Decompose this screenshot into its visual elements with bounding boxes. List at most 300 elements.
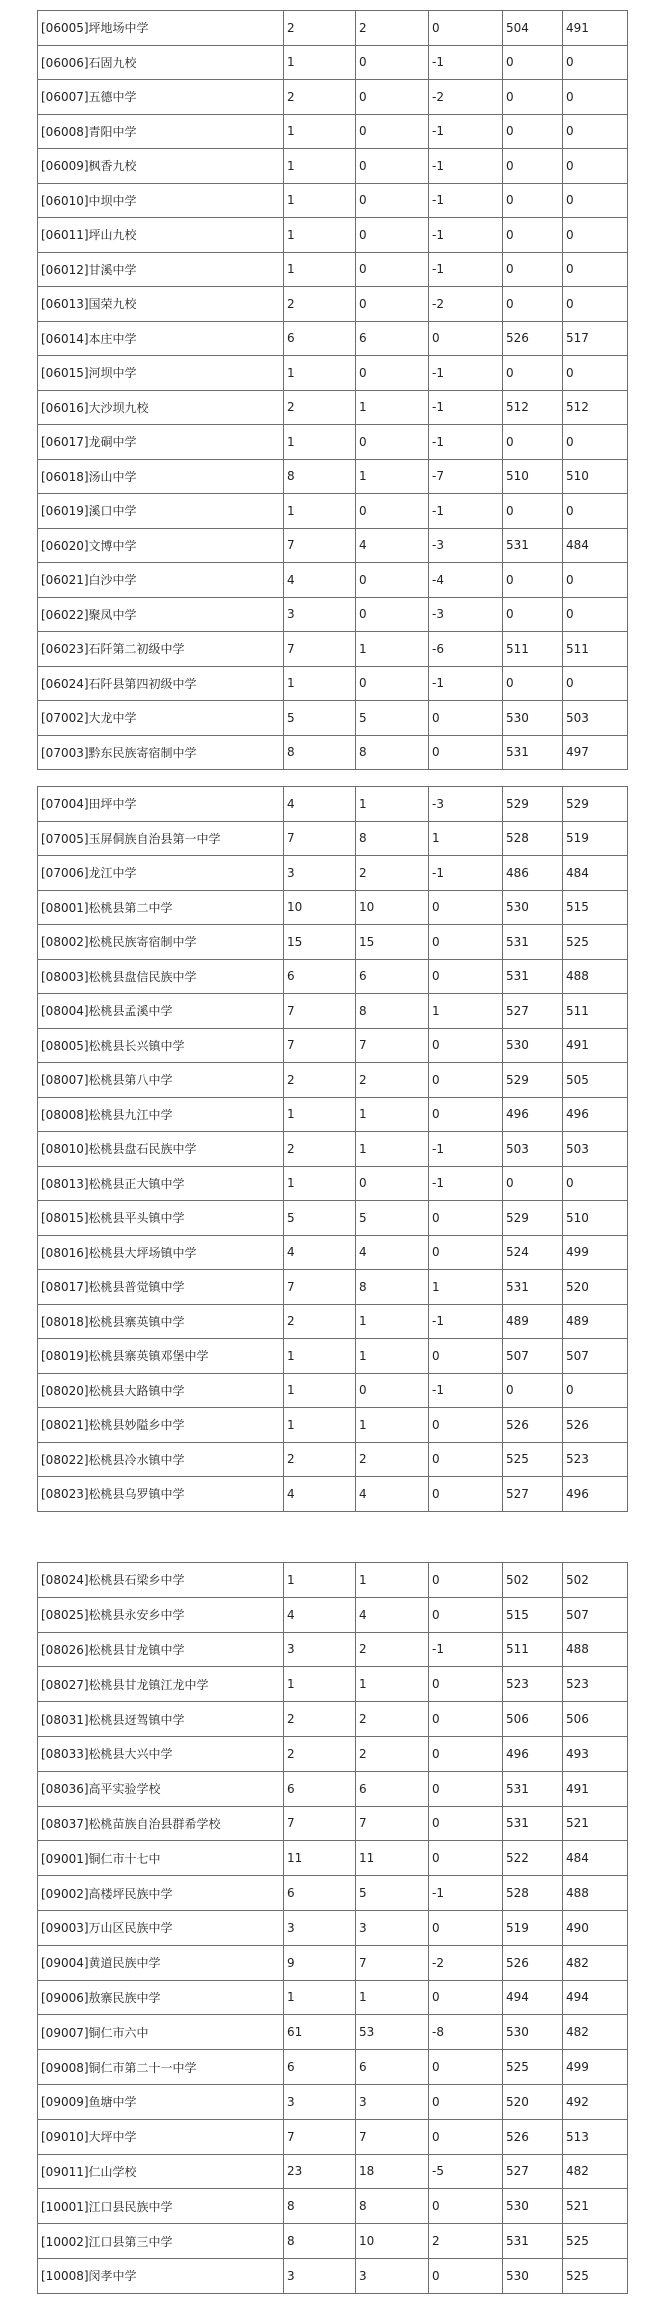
- value-cell: 490: [563, 1910, 628, 1945]
- value-cell: 524: [503, 1235, 563, 1270]
- value-cell: 0: [503, 218, 563, 253]
- value-cell: -1: [429, 1632, 503, 1667]
- value-cell: -1: [429, 1132, 503, 1167]
- value-cell: -1: [429, 218, 503, 253]
- value-cell: 0: [429, 890, 503, 925]
- value-cell: 1: [356, 1667, 429, 1702]
- value-cell: 0: [429, 925, 503, 960]
- value-cell: 1: [284, 1097, 356, 1132]
- value-cell: 10: [356, 890, 429, 925]
- value-cell: 0: [429, 1910, 503, 1945]
- value-cell: -1: [429, 494, 503, 529]
- value-cell: 1: [356, 1339, 429, 1374]
- value-cell: 1: [284, 1667, 356, 1702]
- value-cell: 0: [429, 1477, 503, 1512]
- value-cell: 0: [429, 2084, 503, 2119]
- value-cell: 0: [356, 287, 429, 322]
- table-row: [38, 494, 628, 529]
- value-cell: 525: [563, 925, 628, 960]
- value-cell: 531: [503, 528, 563, 563]
- value-cell: 531: [503, 1270, 563, 1305]
- school-name-cell: [06022]聚凤中学: [38, 597, 284, 632]
- value-cell: 2: [284, 80, 356, 115]
- value-cell: 0: [503, 183, 563, 218]
- value-cell: 5: [356, 1876, 429, 1911]
- value-cell: 1: [429, 821, 503, 856]
- value-cell: 502: [503, 1563, 563, 1598]
- school-name-cell: [08016]松桃县大坪场镇中学: [38, 1235, 284, 1270]
- value-cell: 53: [356, 2015, 429, 2050]
- school-name-cell: [06008]青阳中学: [38, 114, 284, 149]
- school-name-cell: [07005]玉屏侗族自治县第一中学: [38, 821, 284, 856]
- value-cell: 0: [429, 2050, 503, 2085]
- value-cell: 0: [563, 80, 628, 115]
- school-name-cell: [08036]高平实验学校: [38, 1771, 284, 1806]
- value-cell: 507: [503, 1339, 563, 1374]
- value-cell: 496: [563, 1097, 628, 1132]
- value-cell: 6: [284, 321, 356, 356]
- value-cell: 1: [356, 1097, 429, 1132]
- value-cell: -5: [429, 2154, 503, 2189]
- value-cell: 515: [563, 890, 628, 925]
- value-cell: 1: [356, 1408, 429, 1443]
- value-cell: 529: [503, 1201, 563, 1236]
- value-cell: 0: [503, 563, 563, 598]
- value-cell: 0: [356, 80, 429, 115]
- value-cell: 503: [563, 1132, 628, 1167]
- value-cell: 6: [284, 2050, 356, 2085]
- value-cell: 489: [563, 1304, 628, 1339]
- value-cell: -2: [429, 1945, 503, 1980]
- value-cell: 484: [563, 1841, 628, 1876]
- value-cell: 0: [503, 45, 563, 80]
- value-cell: 11: [284, 1841, 356, 1876]
- value-cell: -1: [429, 856, 503, 891]
- value-cell: 7: [284, 994, 356, 1029]
- table-row: [38, 321, 628, 356]
- school-name-cell: [08031]松桃县迓驾镇中学: [38, 1702, 284, 1737]
- table-row: [38, 1408, 628, 1443]
- table-row: [38, 2224, 628, 2259]
- value-cell: -4: [429, 563, 503, 598]
- value-cell: 1: [429, 1270, 503, 1305]
- value-cell: 2: [284, 1442, 356, 1477]
- value-cell: 486: [503, 856, 563, 891]
- value-cell: 8: [356, 2189, 429, 2224]
- value-cell: 493: [563, 1736, 628, 1771]
- table-row: [38, 1339, 628, 1374]
- table-row: [38, 1373, 628, 1408]
- school-name-cell: [08019]松桃县寨英镇邓堡中学: [38, 1339, 284, 1374]
- value-cell: 510: [563, 459, 628, 494]
- value-cell: 0: [356, 1373, 429, 1408]
- value-cell: 531: [503, 1771, 563, 1806]
- value-cell: 8: [356, 994, 429, 1029]
- value-cell: 530: [503, 2015, 563, 2050]
- value-cell: 0: [429, 1097, 503, 1132]
- value-cell: 0: [503, 356, 563, 391]
- value-cell: 517: [563, 321, 628, 356]
- value-cell: 1: [284, 252, 356, 287]
- value-cell: 4: [284, 1597, 356, 1632]
- value-cell: 0: [429, 2119, 503, 2154]
- value-cell: -8: [429, 2015, 503, 2050]
- table-row: [38, 252, 628, 287]
- table-row: [38, 1235, 628, 1270]
- value-cell: 7: [284, 821, 356, 856]
- value-cell: 507: [563, 1339, 628, 1374]
- value-cell: -2: [429, 80, 503, 115]
- value-cell: 0: [429, 701, 503, 736]
- value-cell: 6: [356, 2050, 429, 2085]
- table-row: [38, 459, 628, 494]
- value-cell: 0: [503, 1166, 563, 1201]
- value-cell: 15: [284, 925, 356, 960]
- value-cell: -1: [429, 114, 503, 149]
- value-cell: 491: [563, 1028, 628, 1063]
- school-name-cell: [07003]黔东民族寄宿制中学: [38, 735, 284, 770]
- value-cell: 8: [284, 459, 356, 494]
- value-cell: 61: [284, 2015, 356, 2050]
- table-row: [38, 11, 628, 46]
- value-cell: 7: [284, 1028, 356, 1063]
- value-cell: 3: [356, 1910, 429, 1945]
- value-cell: 526: [503, 1408, 563, 1443]
- value-cell: 512: [503, 390, 563, 425]
- value-cell: 1: [284, 1339, 356, 1374]
- value-cell: 5: [356, 701, 429, 736]
- value-cell: 496: [503, 1097, 563, 1132]
- value-cell: 4: [284, 563, 356, 598]
- school-name-cell: [08015]松桃县平头镇中学: [38, 1201, 284, 1236]
- value-cell: -1: [429, 390, 503, 425]
- value-cell: 488: [563, 1876, 628, 1911]
- value-cell: -1: [429, 45, 503, 80]
- value-cell: 0: [563, 45, 628, 80]
- value-cell: 0: [563, 252, 628, 287]
- value-cell: 0: [503, 149, 563, 184]
- school-name-cell: [06005]坪地场中学: [38, 11, 284, 46]
- value-cell: 0: [563, 1373, 628, 1408]
- value-cell: 5: [284, 1201, 356, 1236]
- value-cell: -1: [429, 1373, 503, 1408]
- value-cell: 482: [563, 2154, 628, 2189]
- school-name-cell: [07006]龙江中学: [38, 856, 284, 891]
- school-name-cell: [08018]松桃县寨英镇中学: [38, 1304, 284, 1339]
- value-cell: 6: [356, 1771, 429, 1806]
- table-row: [38, 80, 628, 115]
- table-row: [38, 1477, 628, 1512]
- value-cell: 8: [284, 2224, 356, 2259]
- value-cell: 0: [429, 1339, 503, 1374]
- value-cell: 529: [503, 787, 563, 822]
- school-name-cell: [07004]田坪中学: [38, 787, 284, 822]
- school-name-cell: [08010]松桃县盘石民族中学: [38, 1132, 284, 1167]
- table-row: [38, 1736, 628, 1771]
- value-cell: 2: [284, 1702, 356, 1737]
- table-row: [38, 1304, 628, 1339]
- table-row: [38, 666, 628, 701]
- table-row: [38, 1771, 628, 1806]
- value-cell: 3: [284, 2258, 356, 2293]
- value-cell: -7: [429, 459, 503, 494]
- value-cell: 1: [284, 183, 356, 218]
- value-cell: 484: [563, 856, 628, 891]
- value-cell: 8: [284, 2189, 356, 2224]
- value-cell: 7: [284, 528, 356, 563]
- value-cell: 0: [429, 1235, 503, 1270]
- score-table-part-3: [37, 1562, 628, 2294]
- value-cell: 0: [429, 735, 503, 770]
- value-cell: 7: [284, 1270, 356, 1305]
- table-row: [38, 2015, 628, 2050]
- value-cell: 1: [284, 1563, 356, 1598]
- school-name-cell: [06023]石阡第二初级中学: [38, 632, 284, 667]
- value-cell: 491: [563, 1771, 628, 1806]
- table-row: [38, 821, 628, 856]
- school-name-cell: [08007]松桃县第八中学: [38, 1063, 284, 1098]
- value-cell: 513: [563, 2119, 628, 2154]
- value-cell: 503: [563, 701, 628, 736]
- value-cell: 529: [563, 787, 628, 822]
- value-cell: 0: [356, 252, 429, 287]
- value-cell: 520: [563, 1270, 628, 1305]
- value-cell: 492: [563, 2084, 628, 2119]
- value-cell: 2: [356, 1702, 429, 1737]
- table-row: [38, 1270, 628, 1305]
- school-name-cell: [06007]五德中学: [38, 80, 284, 115]
- value-cell: 511: [563, 632, 628, 667]
- value-cell: 0: [429, 11, 503, 46]
- table-row: [38, 1945, 628, 1980]
- score-table-part-1: [37, 10, 628, 770]
- school-name-cell: [06021]白沙中学: [38, 563, 284, 598]
- table-row: [38, 2258, 628, 2293]
- school-name-cell: [06013]国荣九校: [38, 287, 284, 322]
- value-cell: 531: [503, 925, 563, 960]
- table-row: [38, 1028, 628, 1063]
- value-cell: 7: [356, 2119, 429, 2154]
- value-cell: 497: [563, 735, 628, 770]
- value-cell: 0: [503, 287, 563, 322]
- table-row: [38, 149, 628, 184]
- value-cell: 1: [284, 1373, 356, 1408]
- value-cell: 0: [429, 959, 503, 994]
- value-cell: 2: [356, 1632, 429, 1667]
- school-name-cell: [08004]松桃县孟溪中学: [38, 994, 284, 1029]
- table-row: [38, 959, 628, 994]
- table-row: [38, 1166, 628, 1201]
- value-cell: 506: [563, 1702, 628, 1737]
- value-cell: 0: [429, 1841, 503, 1876]
- value-cell: 0: [356, 425, 429, 460]
- value-cell: 482: [563, 2015, 628, 2050]
- value-cell: 0: [429, 1771, 503, 1806]
- school-name-cell: [09008]铜仁市第二十一中学: [38, 2050, 284, 2085]
- value-cell: 0: [503, 1373, 563, 1408]
- value-cell: 1: [284, 1980, 356, 2015]
- value-cell: 3: [284, 1632, 356, 1667]
- value-cell: 1: [284, 149, 356, 184]
- school-name-cell: [06018]汤山中学: [38, 459, 284, 494]
- value-cell: 1: [284, 494, 356, 529]
- value-cell: 510: [563, 1201, 628, 1236]
- value-cell: -1: [429, 666, 503, 701]
- school-name-cell: [09002]高楼坪民族中学: [38, 1876, 284, 1911]
- table-row: [38, 1667, 628, 1702]
- table-row: [38, 701, 628, 736]
- table-row: [38, 528, 628, 563]
- value-cell: 520: [503, 2084, 563, 2119]
- value-cell: -1: [429, 183, 503, 218]
- value-cell: 0: [356, 149, 429, 184]
- value-cell: 2: [356, 1736, 429, 1771]
- table-row: [38, 1702, 628, 1737]
- value-cell: 523: [563, 1442, 628, 1477]
- school-name-cell: [10001]江口县民族中学: [38, 2189, 284, 2224]
- value-cell: 0: [429, 1980, 503, 2015]
- value-cell: 530: [503, 2189, 563, 2224]
- value-cell: 0: [563, 183, 628, 218]
- value-cell: 496: [563, 1477, 628, 1512]
- value-cell: 0: [503, 494, 563, 529]
- value-cell: 0: [429, 1563, 503, 1598]
- value-cell: 484: [563, 528, 628, 563]
- value-cell: 0: [356, 45, 429, 80]
- value-cell: 510: [503, 459, 563, 494]
- value-cell: 1: [356, 1563, 429, 1598]
- table-row: [38, 2189, 628, 2224]
- value-cell: 511: [503, 632, 563, 667]
- table-row: [38, 356, 628, 391]
- table-row: [38, 218, 628, 253]
- table-row: [38, 1201, 628, 1236]
- value-cell: 0: [563, 218, 628, 253]
- value-cell: 529: [503, 1063, 563, 1098]
- table-row: [38, 994, 628, 1029]
- value-cell: 488: [563, 959, 628, 994]
- table-row: [38, 425, 628, 460]
- value-cell: 1: [356, 1132, 429, 1167]
- value-cell: 8: [284, 735, 356, 770]
- school-name-cell: [08001]松桃县第二中学: [38, 890, 284, 925]
- school-name-cell: [09003]万山区民族中学: [38, 1910, 284, 1945]
- value-cell: 489: [503, 1304, 563, 1339]
- value-cell: -1: [429, 356, 503, 391]
- value-cell: -1: [429, 149, 503, 184]
- value-cell: 3: [284, 856, 356, 891]
- school-name-cell: [06011]坪山九校: [38, 218, 284, 253]
- table-row: [38, 1442, 628, 1477]
- value-cell: 530: [503, 890, 563, 925]
- value-cell: 0: [563, 494, 628, 529]
- value-cell: 1: [429, 994, 503, 1029]
- value-cell: 4: [284, 1235, 356, 1270]
- school-name-cell: [09004]黄道民族中学: [38, 1945, 284, 1980]
- value-cell: 1: [284, 425, 356, 460]
- value-cell: 0: [356, 218, 429, 253]
- value-cell: 4: [356, 528, 429, 563]
- value-cell: 515: [503, 1597, 563, 1632]
- value-cell: 5: [356, 1201, 429, 1236]
- value-cell: 0: [503, 114, 563, 149]
- table-row: [38, 1841, 628, 1876]
- school-name-cell: [08026]松桃县甘龙镇中学: [38, 1632, 284, 1667]
- value-cell: 521: [563, 1806, 628, 1841]
- value-cell: 1: [356, 787, 429, 822]
- table-row: [38, 735, 628, 770]
- value-cell: 8: [356, 735, 429, 770]
- value-cell: 526: [503, 1945, 563, 1980]
- value-cell: 0: [563, 287, 628, 322]
- value-cell: 0: [563, 356, 628, 391]
- value-cell: 525: [503, 1442, 563, 1477]
- table-row: [38, 1876, 628, 1911]
- value-cell: -1: [429, 252, 503, 287]
- value-cell: -3: [429, 787, 503, 822]
- value-cell: 527: [503, 994, 563, 1029]
- value-cell: 2: [356, 11, 429, 46]
- value-cell: 531: [503, 1806, 563, 1841]
- value-cell: 523: [563, 1667, 628, 1702]
- value-cell: 502: [563, 1563, 628, 1598]
- value-cell: 7: [284, 1806, 356, 1841]
- value-cell: 0: [503, 597, 563, 632]
- value-cell: 9: [284, 1945, 356, 1980]
- value-cell: 521: [563, 2189, 628, 2224]
- table-row: [38, 2154, 628, 2189]
- value-cell: 0: [429, 1702, 503, 1737]
- value-cell: 0: [356, 494, 429, 529]
- value-cell: 11: [356, 1841, 429, 1876]
- value-cell: 525: [563, 2224, 628, 2259]
- value-cell: 523: [503, 1667, 563, 1702]
- value-cell: 499: [563, 2050, 628, 2085]
- value-cell: 7: [284, 2119, 356, 2154]
- value-cell: 7: [356, 1945, 429, 1980]
- value-cell: 1: [284, 1166, 356, 1201]
- table-row: [38, 45, 628, 80]
- value-cell: 10: [284, 890, 356, 925]
- value-cell: 1: [356, 1980, 429, 2015]
- school-name-cell: [06009]枫香九校: [38, 149, 284, 184]
- value-cell: 0: [563, 563, 628, 598]
- value-cell: -3: [429, 597, 503, 632]
- value-cell: 10: [356, 2224, 429, 2259]
- school-name-cell: [08021]松桃县妙隘乡中学: [38, 1408, 284, 1443]
- value-cell: 2: [356, 856, 429, 891]
- school-name-cell: [08008]松桃县九江中学: [38, 1097, 284, 1132]
- value-cell: 3: [284, 1910, 356, 1945]
- value-cell: 1: [284, 666, 356, 701]
- value-cell: 499: [563, 1235, 628, 1270]
- value-cell: 0: [429, 1063, 503, 1098]
- value-cell: -3: [429, 528, 503, 563]
- value-cell: 1: [356, 632, 429, 667]
- value-cell: 525: [503, 2050, 563, 2085]
- value-cell: 0: [356, 597, 429, 632]
- value-cell: 491: [563, 11, 628, 46]
- table-row: [38, 183, 628, 218]
- school-name-cell: [08020]松桃县大路镇中学: [38, 1373, 284, 1408]
- value-cell: 0: [429, 1442, 503, 1477]
- value-cell: 1: [284, 114, 356, 149]
- school-name-cell: [06015]河坝中学: [38, 356, 284, 391]
- value-cell: 0: [429, 1201, 503, 1236]
- value-cell: 503: [503, 1132, 563, 1167]
- value-cell: 0: [563, 597, 628, 632]
- value-cell: 482: [563, 1945, 628, 1980]
